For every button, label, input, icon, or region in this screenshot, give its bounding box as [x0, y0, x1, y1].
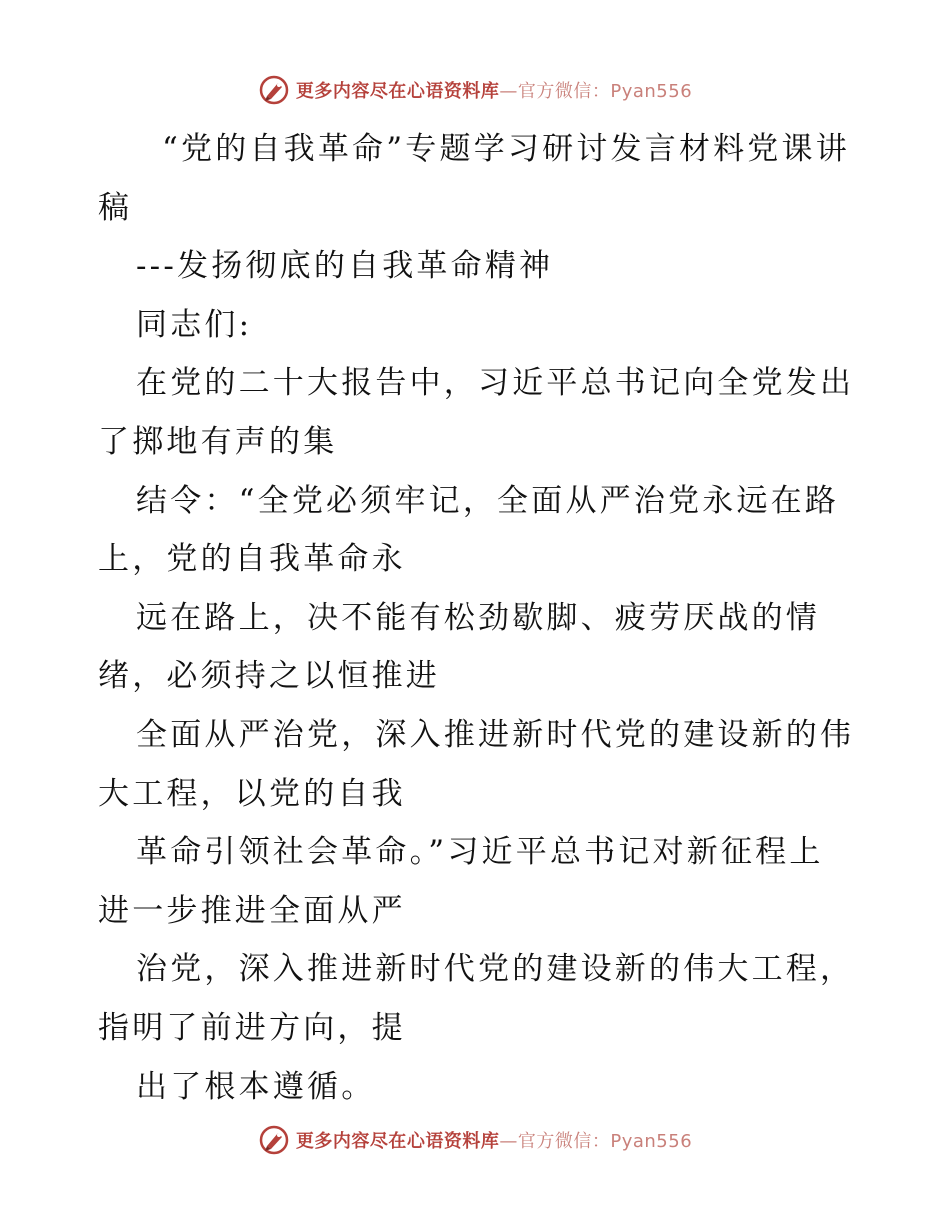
header-banner-prefix: 更多内容尽在心语资料库: [295, 81, 500, 102]
paragraph-line: 全面从严治党，深入推进新时代党的建设新的伟: [136, 716, 855, 753]
paragraph-line: 绪，必须持之以恒推进: [98, 658, 440, 695]
paragraph-line: 治党，深入推进新时代党的建设新的伟大工程，: [136, 951, 855, 988]
footer-banner-text: [296, 1127, 692, 1153]
document-title: “党的自我革命”专题学习研讨发言材料党课讲: [162, 131, 850, 167]
book-pen-logo-icon: [258, 1124, 290, 1156]
header-banner-text: [296, 77, 692, 103]
paragraph-line: 大工程，以党的自我: [98, 775, 406, 812]
document-subtitle: ---发扬彻底的自我革命精神: [136, 248, 554, 285]
salutation: 同志们:: [136, 306, 253, 343]
document-title-continued: 稿: [98, 189, 133, 226]
header-banner-suffix: —官方微信：Pyan556: [499, 81, 693, 102]
footer-banner-prefix: 更多内容尽在心语资料库: [295, 1131, 500, 1152]
paragraph-line: 在党的二十大报告中，习近平总书记向全党发出: [136, 365, 855, 402]
paragraph-line: 出了根本遵循。: [136, 1068, 376, 1105]
paragraph-line: 指明了前进方向，提: [98, 1009, 406, 1046]
paragraph-line: 革命引领社会革命。”习近平总书记对新征程上: [136, 834, 824, 871]
book-pen-logo-icon: [258, 74, 290, 106]
paragraph-line: 了掷地有声的集: [98, 423, 338, 460]
footer-banner: [0, 1120, 950, 1160]
paragraph-line: 进一步推进全面从严: [98, 892, 406, 929]
header-banner: [0, 70, 950, 110]
paragraph-line: 结令：“全党必须牢记，全面从严治党永远在路: [136, 482, 840, 519]
document-body: [98, 120, 858, 1116]
footer-banner-suffix: —官方微信：Pyan556: [499, 1131, 693, 1152]
paragraph-line: 上，党的自我革命永: [98, 541, 406, 578]
paragraph-line: 远在路上，决不能有松劲歇脚、疲劳厌战的情: [136, 599, 820, 636]
